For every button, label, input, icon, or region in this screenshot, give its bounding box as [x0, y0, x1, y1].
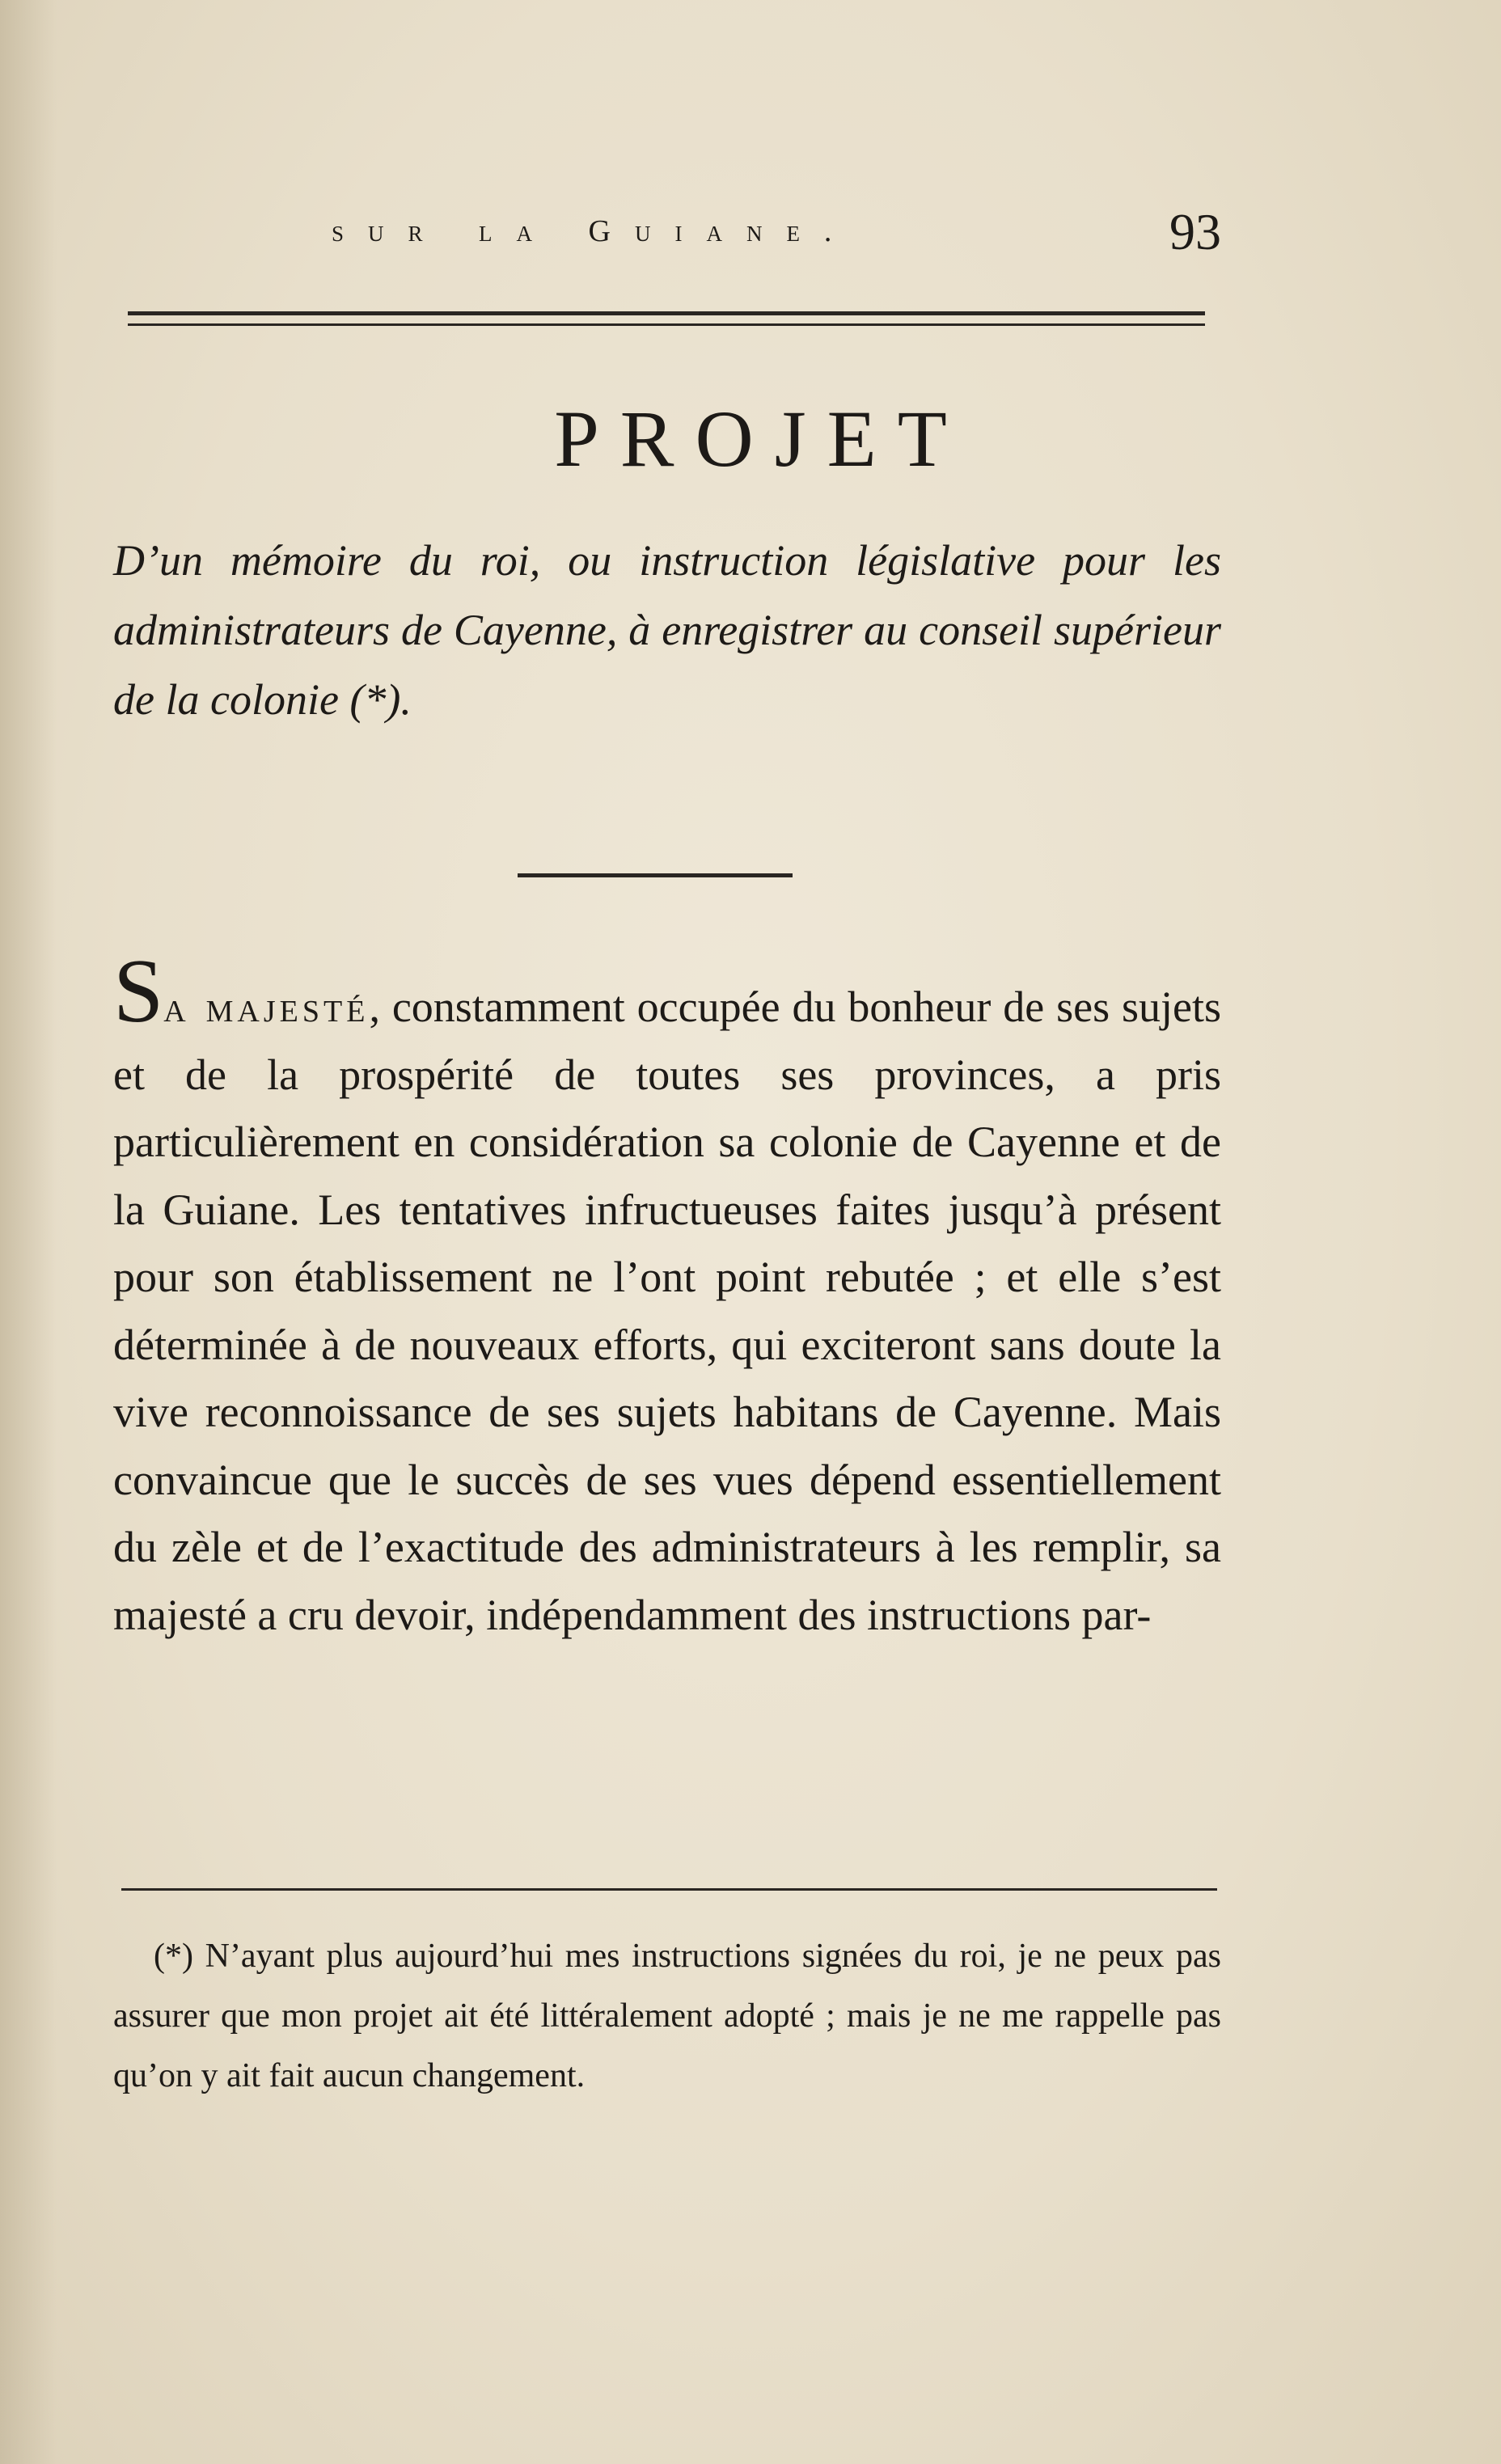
opening-small-caps: a majesté: [163, 983, 370, 1031]
title-separator-rule: [518, 873, 793, 877]
page-spine-shadow: [0, 0, 57, 2464]
footnote: (*) N’ayant plus aujourd’hui mes instructions signées du roi, je ne peux pas assurer que mon projet ait été littéralement adopté ; mais je ne me rappelle pas qu’on y ait fait aucun changement.: [113, 1938, 1221, 2094]
section-title: PROJET: [554, 394, 968, 484]
section-subtitle: D’un mémoire du roi, ou instruction législative pour les administrateurs de Cayenne, à enregistrer au conseil supérieur de la colonie (*).: [113, 536, 1221, 724]
body-paragraph: [113, 941, 1221, 1649]
page-number: 93: [1169, 203, 1221, 260]
footnote-rule: [121, 1888, 1217, 1891]
header-double-rule: [128, 311, 1205, 326]
body-text: , constamment occupée du bonheur de ses sujets et de la prospérité de toutes ses provinces, a pris particulièrement en considération sa colonie de Cayenne et de la Guiane. Les tentatives infructueuses faites jusqu’à présent pour son établissement ne l’ont point rebutée ; et elle s’est déterminée à de nouveaux efforts, qui exciteront sans doute la vive reconnoissance de ses sujets habitans de Cayenne. Mais convaincue que le succès de ses vues dépend essentiellement du zèle et de l’exactitude des administrateurs à les remplir, sa majesté a cru devoir, indépendamment des instructions par-: [113, 983, 1221, 1639]
running-head: [121, 202, 1221, 267]
initial-letter: S: [113, 941, 164, 1042]
running-title: sur la Guiane.: [332, 214, 856, 248]
